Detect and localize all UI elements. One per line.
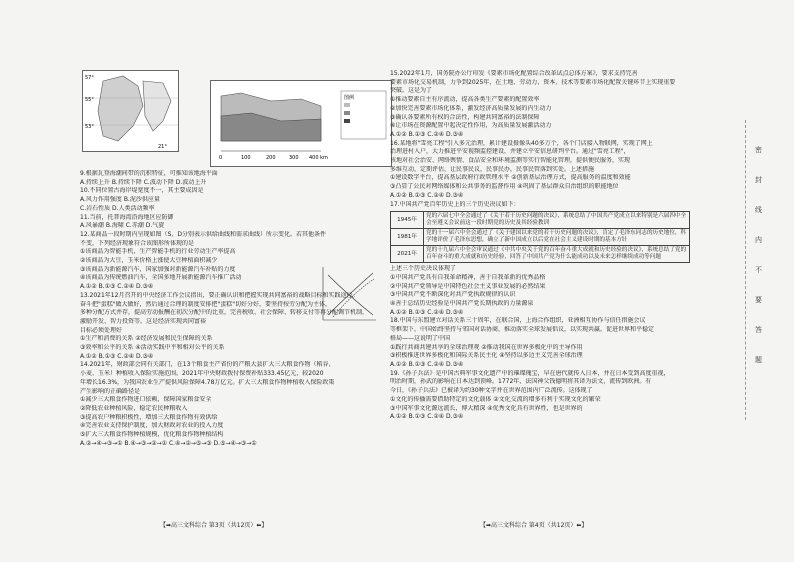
- right-column: [390, 70, 690, 422]
- text-line: A.①② B.①③ C.②④ D.③④: [390, 130, 464, 138]
- text-line: ①该商品为智能手机，生产智能手机的行业劳动生产率提高: [80, 248, 236, 256]
- table-cell-text: 党的六届七中全会通过了《关于若干历史问题的决议》，系统总结了中国共产党成立以来特别是六届四中全会至遵义会议前这一段时期党的历史及其经验教训: [424, 212, 690, 229]
- text-line: ④让市场在资源配置中起决定性作用，为高质量发展激活动力: [390, 122, 552, 130]
- text-line: ③该商品为新能源汽车，国家加强对新能源汽车补贴的力度: [80, 265, 236, 273]
- text-line: 18.中国与东盟建立对话关系三十周年，在联合国，上海合作组织，亚洲相互协作与信任措施会议: [390, 317, 646, 325]
- text-line: A.①② B.①③ C.②④ D.③④: [80, 352, 154, 360]
- text-line: 10.不同位置古海岸堤宽度不一，其主要成因是: [80, 187, 204, 195]
- text-line: 多种分配方式并存，提高劳动报酬在初次分配中的比重，完善税收、社会保障、转移支付等再分配调节机制，: [80, 309, 369, 317]
- cross-section-figure: [210, 80, 392, 167]
- text-line: A.持续上升 B.持续下降 C.波动下降 D.波动上升: [80, 178, 207, 186]
- text-line: ③效率和公平的关系 ④活动实践中平和相对公平的关系: [80, 344, 225, 352]
- text-line: ①中国共产党具有自我革命精神，善于自我革新的优秀品格: [390, 273, 546, 281]
- map-lat-2: 55°: [85, 97, 94, 103]
- table-cell-year: 1981年: [391, 229, 424, 246]
- seal-line: [745, 120, 747, 420]
- page-footer-right: 【➡高三文科综合 第4页（共12页）⬅】: [480, 522, 588, 529]
- text-line: 上述三个历史决议体现了: [390, 265, 457, 273]
- text-line: 15.2022年1月，国务院办公厅印发《要素市场化配置综合改革试点总体方案》，要求支持完善: [390, 70, 638, 77]
- scale-400km: 400 km: [309, 155, 328, 161]
- text-line: 16.某地将"雪亮工程"引入多元治理，累计建设摄像头40多万个，各个门店接入物联网，实现了网上: [390, 139, 653, 147]
- text-line: ③中国军事文化源远流长，博大精深 ④优秀文化具有世界性，也是世界的: [390, 404, 583, 412]
- table-cell-year: 2021年: [391, 246, 424, 263]
- map-lat-3: 53°: [85, 124, 94, 130]
- text-line: 目标必须处理好: [80, 326, 123, 334]
- text-line: A.①② B.①③ C.②④ D.③④: [390, 191, 464, 199]
- seal-char: 不: [755, 266, 762, 274]
- text-line: 19.《孙子兵法》是中国古典军事文化遗产中的璀璨瑰宝，早在唐代就传入日本，并在日本受到高度重视，: [390, 369, 670, 377]
- text-line: ①建设数字平台，提高基层政府行政管理水平 ②创新基层治理方式，提高服务的温度和效能: [390, 174, 631, 182]
- text-line: ①减少三大粮食作物进口依赖，保障国家粮食安全: [80, 396, 212, 404]
- table-row: [391, 229, 690, 246]
- text-line: A.①② B.①③ C.②④ D.③④: [390, 413, 464, 421]
- map-figure: [82, 70, 179, 152]
- text-line: 多维互动，定期评估，让民事民议，民事民办，民事民管落到实处。上述措施: [390, 165, 595, 173]
- text-line: 年增长16.3%，为我国农业生产提供风险保障4.78万亿元。扩大三大粮食作物种植收入保险政策: [80, 378, 335, 386]
- text-line: ③凸显了公民对网络媒体和公共事务的监督作用 ④巩固了基层群众自治组织的职能地位: [390, 183, 619, 191]
- scale-0: 0: [219, 155, 223, 161]
- text-line: 激励开发、智力投资等。这是经济实现共同富裕: [80, 317, 207, 325]
- seal-char: 封: [755, 176, 762, 184]
- text-line: 突破。这是为了: [390, 87, 433, 95]
- left-column: [80, 70, 380, 449]
- text-line: ④完善农业支持保护制度，加大财政对农业的投入力度: [80, 422, 224, 430]
- text-line: A.风暴潮 B.海啸 C.赤潮 D.气旋: [80, 222, 165, 230]
- text-line: 等框架下，中国始终坚持与邻国对话协商，推动落实全球发展倡议，以实现共赢，促进世界和平稳定: [390, 326, 655, 334]
- text-line: ①践行共商共建共享的全球治理观 ②推动我国在世界多极化中的主导作用: [390, 343, 583, 351]
- text-line: ②中国共产党领导是中国特色社会主义事业发展的必然结果: [390, 282, 546, 290]
- text-line: ②加快完善要素市场化体系，激发经济高质量发展的内生动力: [390, 104, 552, 112]
- seal-char: 题: [755, 356, 762, 364]
- text-line: A.①② B.①③ C.②④ D.③④: [80, 283, 154, 291]
- seal-char: 内: [755, 236, 762, 244]
- text-line: ③确认各要素所有权的合法性，构建共同富裕的法制保障: [390, 113, 540, 121]
- text-line: ②降低农业种植风险，稳定农民种粮收入: [80, 404, 188, 412]
- text-line: ④该商品为传统燃油汽车，全国多地开展新能源汽车推广活动: [80, 274, 242, 282]
- text-line: ④善于总结历史经验是中国共产党长期执政的力量源泉: [390, 300, 534, 308]
- text-line: A.风力作用强度 B.泥沙供应量: [80, 196, 160, 204]
- text-line: 奋斗把"蛋糕"做大做好，然后通过合理的制度安排把"蛋糕"切好分好，要坚持按劳分配为主体，: [80, 300, 332, 308]
- table-cell-year: 1945年: [391, 212, 424, 229]
- text-line: A.①② B.①③ C.②④ D.③④: [390, 360, 464, 368]
- text-line: 11.当前，托普海湾沿海地区应防御: [80, 213, 174, 221]
- text-line: 不变，下列经济现象符合该图形所体现的是: [80, 239, 195, 247]
- text-line: 格局——这说明了中国: [390, 334, 451, 342]
- text-line: 治理进村入户，大力推进平安视频监控建设，并建立平安信息研判平台。通过"雪亮工程"，: [390, 148, 630, 156]
- history-resolutions-table: [390, 211, 690, 263]
- supply-demand-figure: [318, 265, 378, 325]
- scale-300: 300: [289, 155, 299, 161]
- text-line: ①文化的传播需要借助特定的文化载体 ②文化交流的增多有利于实现文化的繁荣: [390, 395, 601, 403]
- text-line: 今日，《孙子兵法》已被译为约30种文字并在世界范围内广泛流传。这体现了: [390, 387, 593, 395]
- figure-row: [80, 70, 380, 170]
- text-line: A.①② B.①③ C.②④ D.③④: [390, 308, 464, 316]
- table-row: [391, 246, 690, 263]
- map-lat-1: 57°: [85, 75, 94, 81]
- seal-char: 线: [755, 206, 762, 214]
- text-line: ③中国共产党不断深化对共产党执政规律的认识: [390, 291, 516, 299]
- text-line: C.岩石性质 D.人类活动频率: [80, 204, 155, 212]
- table-row: [391, 212, 690, 229]
- text-line: 9.根据瓦登海潮间带的沉积特征，可推知该地海平面: [80, 170, 218, 177]
- text-line: ②该商品为大豆，玉米价格上涨使大豆种植面积减少: [80, 257, 218, 265]
- text-line: A.②→④→③→① B.④→③→②→① C.④→②→⑤→③ D.⑤→④→③→①: [80, 439, 257, 447]
- text-line: ③提高农户种粮积极性，增加三大粮食作物有效供给: [80, 413, 218, 421]
- chart-legend-title: 图例: [344, 95, 355, 101]
- seal-char: 答: [755, 326, 762, 334]
- page-footer-left: 【➡高三文科综合 第3页（共12页）⬅】: [160, 522, 268, 529]
- text-line: ①推动要素自主有序流动，提高各类生产要素的配置效率: [390, 96, 540, 104]
- text-line: 12.某商品一段时期内呈现如图（S、D分别表示供给曲线和需求曲线）所示变化。若其他条件: [80, 230, 326, 238]
- text-line: 17.中国共产党百年历史上的三个历史决议如下：: [390, 200, 520, 208]
- text-line: 14.2021年，财政部会同有关部门，在13个粮食主产省份的产粮大县扩大三大粮食作物（稻谷、: [80, 361, 335, 369]
- map-lon-1: 21°: [158, 144, 167, 150]
- text-line: 明治时期，孙武的影响在日本达到顶峰。1772年，法国神父钱德明将其译为法文，流传到欧洲。有: [390, 378, 652, 386]
- text-line: 13.2021年12月召开的中央经济工作会议指出，要正确认识和把握实现共同富裕的战略目标和实践途径。: [80, 291, 359, 299]
- table-cell-text: 党的十九届六中全会审议通过《中共中央关于党的百年奋斗重大成就和历史经验的决议》，系统总结了党的百年奋斗的重大成就和历史经验，回答了中国共产党为什么能成功以及未来怎样继续成功等问题: [424, 246, 690, 263]
- text-line: ③积极推进世界多极化和国际关系民主化 ④坚持以多边主义完善全球治理: [390, 352, 583, 360]
- text-line: 小麦、玉米）种植收入保险实施范围。2021年中央财政拨付保费补贴333.45亿元，较2020: [80, 370, 324, 378]
- seal-char: 要: [755, 296, 762, 304]
- text-line: 该地对社会治安、网络舆情、食品安全和环境监测等实行智能化管理，提供便民服务，实现: [390, 157, 631, 165]
- text-line: ⑤扩大三大粮食作物种植规模，优化粮食作物种植结构: [80, 431, 224, 439]
- seal-char: 密: [755, 146, 762, 154]
- scale-100: 100: [241, 155, 251, 161]
- text-line: 要素市场化交易机制，力争到2025年，在土地、劳动力、资本、技术等要素市场化配置关键环节上实现重要: [390, 78, 676, 86]
- text-line: 产生影响的正确路径是: [80, 387, 141, 395]
- scale-200: 200: [266, 155, 276, 161]
- text-line: ①生产和消费的关系 ②经济发展和民生保障的关系: [80, 335, 213, 343]
- table-cell-text: 党的十一届六中全会通过了《关于建国以来党的若干历史问题的决议》，肯定了毛泽东同志的历史地位，科学地评价了毛泽东思想，确立了新中国成立以后党在社会主义建设时期的基本方针: [424, 229, 690, 246]
- seal-notice: [755, 135, 767, 375]
